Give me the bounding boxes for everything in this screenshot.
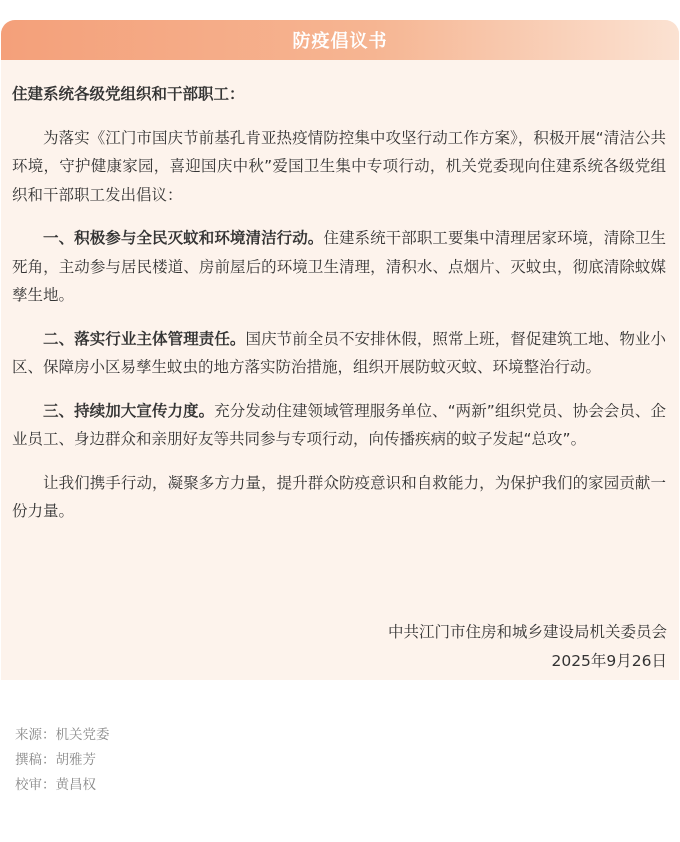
greeting: 住建系统各级党组织和干部职工： [12,85,245,103]
credit-reviewer-value: 黄昌权 [55,777,96,793]
page-title: 防疫倡议书 [292,31,388,52]
credits [15,723,110,798]
item-heading-3: 三、持续加大宣传力度。 [43,401,215,420]
item-body-2: 国庆节前全员不安排休假，照常上班，督促建筑工地、物业小区、保障房小区易孳生蚊虫的地方落实防治措施，组织开展防蚊灭蚊、环境整治行动。 [12,329,666,376]
credit-author [15,748,110,773]
item-heading-2: 二、落实行业主体管理责任。 [43,329,246,348]
credit-reviewer [15,773,110,798]
credit-source-label: 来源： [15,727,56,743]
item-paragraph-1 [12,224,666,310]
intro-paragraph: 为落实《江门市国庆节前基孔肯亚热疫情防控集中攻坚行动工作方案》，积极开展“清洁公共环境，守护健康家园，喜迎国庆中秋”爱国卫生集中专项行动，机关党委现向住建系统各级党组织和干部职工发出倡议： [12,128,666,204]
proposal-card [1,20,679,680]
closing-paragraph: 让我们携手行动，凝聚多方力量，提升群众防疫意识和自救能力，为保护我们的家园贡献一份力量。 [12,473,666,520]
credit-source-value: 机关党委 [55,727,110,743]
credit-source [15,723,110,748]
header-bar [1,20,679,60]
signature-org: 中共江门市住房和城乡建设局机关委员会 [387,623,667,641]
item-paragraph-3 [12,397,666,454]
item-heading-1: 一、积极参与全民灭蚊和环境清洁行动。 [43,229,324,247]
proposal-body [12,80,666,541]
credit-author-value: 胡雅芳 [55,752,96,768]
item-paragraph-2 [12,325,666,382]
item-body-3: 充分发动住建领域管理服务单位、“两新”组织党员、协会会员、企业员工、身边群众和亲朋好友等共同参与专项行动，向传播疾病的蚊子发起“总攻”。 [12,401,666,448]
signature-block [388,618,667,675]
credit-author-label: 撰稿： [15,752,56,768]
item-body-1: 住建系统干部职工要集中清理居家环境，清除卫生死角，主动参与居民楼道、房前屋后的环境卫生清理，清积水、点烟片、灭蚊虫，彻底清除蚊媒孳生地。 [12,229,666,304]
signature-date: 2025年9月26日 [551,651,667,670]
credit-reviewer-label: 校审： [15,777,56,793]
